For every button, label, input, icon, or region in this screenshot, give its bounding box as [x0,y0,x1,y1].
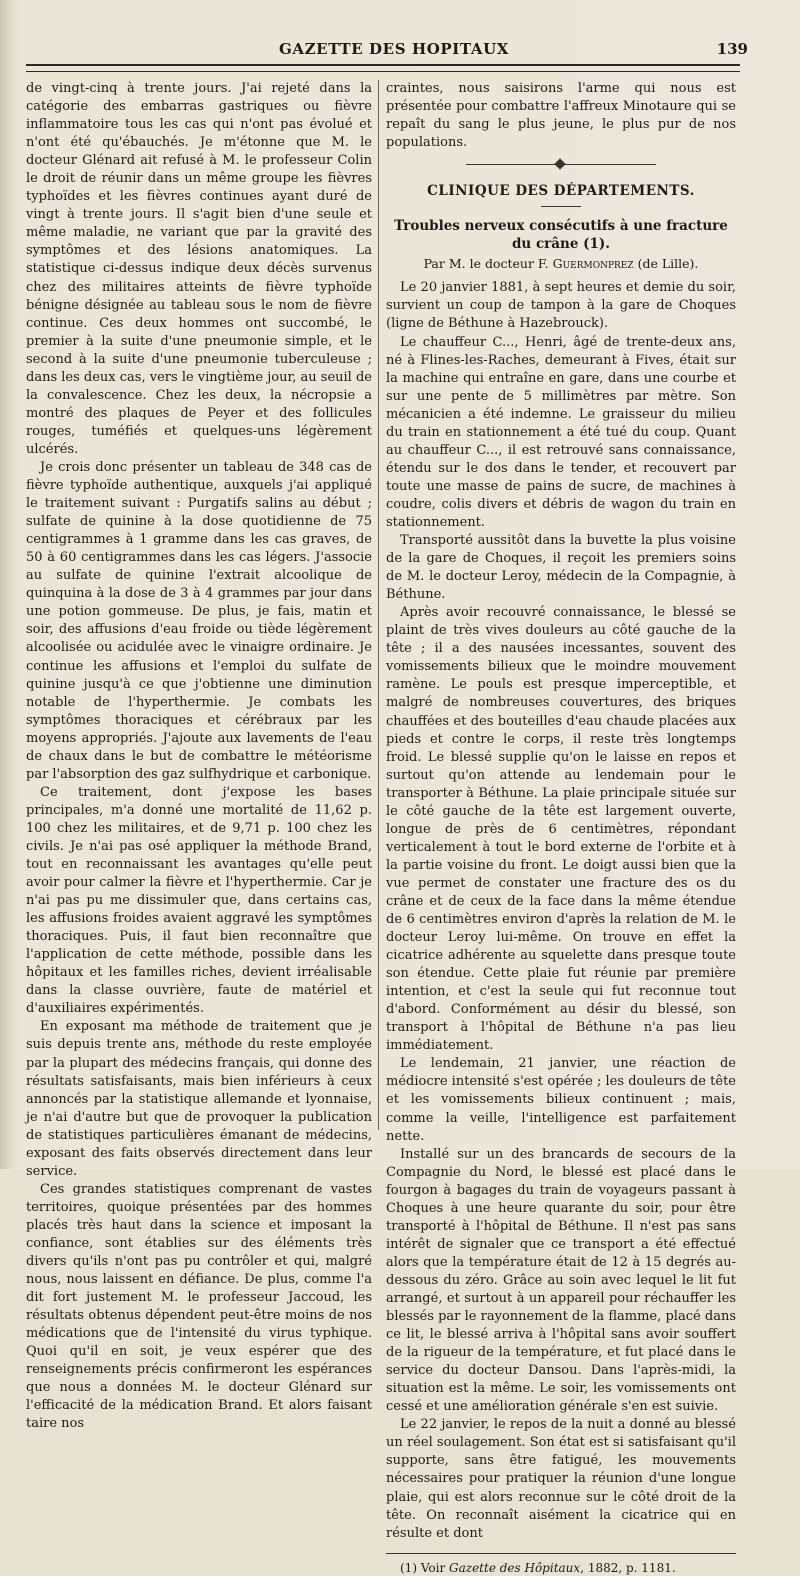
column-divider [378,80,379,1130]
paragraph: Transporté aussitôt dans la buvette la plus voisine de la gare de Choques, il reçoit les premiers soins de M. le docteur Leroy, médecin de la Compagnie, à Béthune. [386,533,736,603]
footnote-source: Gazette des Hôpitaux [449,1560,581,1575]
left-column [26,80,372,1434]
header-rule-thin [26,71,740,72]
paragraph: craintes, nous saisirons l'arme qui nous est présentée pour combattre l'affreux Minotaure qui se repaît du sang le plus jeune, le plus pur de nos populations. [386,81,736,151]
paragraph: Je crois donc présenter un tableau de 348 cas de fièvre typhoïde authentique, auxquels j'ai appliqué le traitement suivant : Purgatifs salins au début ; sulfate de quinine à la dose quotidienne de 75 centigrammes à 1 gramme dans les cas graves, de 50 à 60 centigrammes dans les cas légers. J'associe au sulfate de quinine l'extrait alcoolique de quinquina à la dose de 3 à 4 grammes par jour dans une potion gommeuse. De plus, je fais, matin et soir, des affusions d'eau froide ou tiède légèrement alcoolisée ou acidulée avec le vinaigre ordinaire. Je continue les affusions et l'emploi du sulfate de quinine jusqu'à ce que j'obtienne une diminution notable de l'hyperthermie. Je combats les symptômes thoraciques et cérébraux par les moyens appropriés. J'ajoute aux lavements de l'eau de chaux dans le but de combattre le météorisme par l'absorption des gaz sulfhydrique et carbonique. [26,459,372,782]
paragraph: Ces grandes statistiques comprenant de vastes territoires, quoique présentées par des hommes placés très haut dans la science et imposant la confiance, sont établies sur des éléments très divers qu'ils n'ont pas pu contrôler et qui, malgré nous, nous laissent en défiance. De plus, comme l'a dit fort justement M. le professeur Jaccoud, les résultats obtenus dépendent peut-être moins de nos médications que de l'intensité du virus typhique. Quoi qu'il en soit, je veux espérer que des renseignements précis confirmeront les espérances que nous a données M. le docteur Glénard sur l'efficacité de la médication Brand. Et alors faisant taire nos [26,1181,372,1432]
section-title: CLINIQUE DES DÉPARTEMENTS. [427,183,695,200]
paragraph: Installé sur un des brancards de secours de la Compagnie du Nord, le blessé est placé dans le fourgon à bagages du train de voyageurs passant à Choques à une heure quarante du soir, pour être transporté à l'hôpital de Béthune. Il n'est pas sans intérêt de signaler que ce transport a été effectué alors que la température était de 12 à 15 degrés au-dessous du zéro. Grâce au soin avec lequel le lit fut arrangé, et surtout à un appareil pour réchauffer les blessés par le rayonnement de la flamme, placé dans ce lit, le blessé arriva à l'hôpital sans avoir souffert de la rigueur de la température, et fut placé dans le service du docteur Dansou. Dans l'après-midi, la situation est la même. Le soir, les vomissements ont cessé et une amélioration générale s'en est suivie. [386,1146,736,1415]
byline-prefix: Par M. le docteur F. [423,256,549,272]
section-ornament [386,154,736,176]
right-column [386,80,736,1576]
footnote-prefix: (1) Voir [400,1560,446,1575]
header-rule [26,64,740,66]
paragraph: Après avoir recouvré connaissance, le blessé se plaint de très vives douleurs au côté gauche de la tête ; il a des nausées incessantes, souvent des vomissements bilieux que le moindre mouvement ramène. Le pouls est presque imperceptible, et malgré de nombreuses couvertures, des briques chauffées et des bouteilles d'eau chaude placées aux pieds et contre le corps, il reste très longtemps froid. Le blessé supplie qu'on le laisse en repos et surtout qu'on attende au lendemain pour le transporter à Béthune. La plaie principale située sur le côté gauche de la tête est largement ouverte, longue de près de 6 centimètres, répondant verticalement à tout le bord externe de l'orbite et à la partie voisine du front. Le doigt aussi bien que la vue permet de constater une fracture des os du crâne et de ceux de la face dans la même étendue de 6 centimètres environ d'après la relation de M. le docteur Leroy lui-même. On trouve en effet la cicatrice adhérente au squelette dans presque toute son étendue. Cette plaie fut réunie par première intention, et c'est la seule qui fut reconnue tout d'abord. Conformément au désir du blessé, son transport à l'hôpital de Béthune n'a pas lieu immédiatement. [386,605,736,1054]
footnote [386,1560,736,1576]
paragraph: Le 22 janvier, le repos de la nuit a donné au blessé un réel soulagement. Son état est si satisfaisant qu'il supporte, sans être fatigué, les mouvements nécessaires pour pratiquer la réunion d'une longue plaie, qui est alors reconnue sur le côté droit de la tête. On reconnaît aisément la cicatrice qui en résulte et dont [386,1417,736,1541]
byline-author: Guermonprez [552,256,634,272]
footnote-suffix: , 1882, p. 1181. [580,1560,676,1575]
section-short-rule [541,206,581,207]
paragraph: Le chauffeur C..., Henri, âgé de trente-deux ans, né à Flines-les-Raches, demeurant à Fives, était sur la machine qui entraîne en gare, dans une courbe et sur une pente de 5 millimètres par mètre. Son mécanicien a été indemne. Le graisseur du milieu du train en stationnement a été tué du coup. Quant au chauffeur C..., il est retrouvé sans connaissance, étendu sur le dos dans le tender, et recouvert par toute une masse de pains de sucre, de machines à coudre, colis divers et débris de wagon du train en stationnement. [386,334,736,530]
paragraph: de vingt-cinq à trente jours. J'ai rejeté dans la catégorie des embarras gastriques ou fièvre inflammatoire tous les cas qui n'ont pas évolué et n'ont été qu'ébauchés. Je m'étonne que M. le docteur Glénard ait refusé à M. le professeur Colin le droit de réunir dans un même groupe les fièvres typhoïdes et les fièvres continues ayant duré de vingt à trente jours. Il s'agit bien d'une seule et même maladie, ne variant que par la gravité des symptômes et des lésions anatomiques. La statistique ci-dessus indique deux décès survenus chez des militaires atteints de fièvre typhoïde bénigne désignée au tableau sous le nom de fièvre continue. Ces deux hommes ont succombé, le premier à la suite d'une pneumonie simple, et le second à la suite d'une pneumonie tuberculeuse ; dans les deux cas, vers le vingtième jour, au seuil de la convalescence. Chez les deux, la nécropsie a montré des plaques de Peyer et des follicules rouges, tuméfiés et quelques-uns légèrement ulcérés. [26,81,372,457]
article-title: Troubles nerveux consécutifs à une fracture du crâne (1). [394,218,728,253]
paragraph: En exposant ma méthode de traitement que je suis depuis trente ans, méthode du reste employée par la plupart des médecins français, qui donne des résultats satisfaisants, mais bien inférieurs à ceux annoncés par la statistique allemande et lyonnaise, je n'ai d'autre but que de provoquer la publication de statistiques particulières émanant de médecins, exposant des faits observés directement dans leur service. [26,1019,372,1179]
byline-suffix: (de Lille). [637,256,699,272]
paragraph: Le lendemain, 21 janvier, une réaction de médiocre intensité s'est opérée ; les douleurs de tête et les vomissements bilieux continuent ; mais, comme la veille, l'intelligence est parfaitement nette. [386,1056,736,1144]
running-header [40,40,748,60]
footnote-rule [386,1553,736,1554]
paragraph: Le 20 janvier 1881, à sept heures et demie du soir, survient un coup de tampon à la gare de Choques (ligne de Béthune à Hazebrouck). [386,280,736,332]
paragraph: Ce traitement, dont j'expose les bases principales, m'a donné une mortalité de 11,62 p. 100 chez les militaires, et de 9,71 p. 100 chez les civils. Je n'ai pas osé appliquer la méthode Brand, tout en reconnaissant les avantages qu'elle peut avoir pour calmer la fièvre et l'hyperthermie. Car je n'ai pas pu me dissimuler que, dans certains cas, les affusions froides avaient aggravé les symptômes thoraciques. Puis, il faut bien reconnaître que l'application de cette méthode, possible dans les hôpitaux et les familles riches, devient irréalisable dans la classe ouvrière, faute de matériel et d'auxiliaires expérimentés. [26,784,372,1017]
journal-title: GAZETTE DES HOPITAUX [278,40,509,58]
byline [386,255,736,273]
page-number: 139 [716,40,748,58]
